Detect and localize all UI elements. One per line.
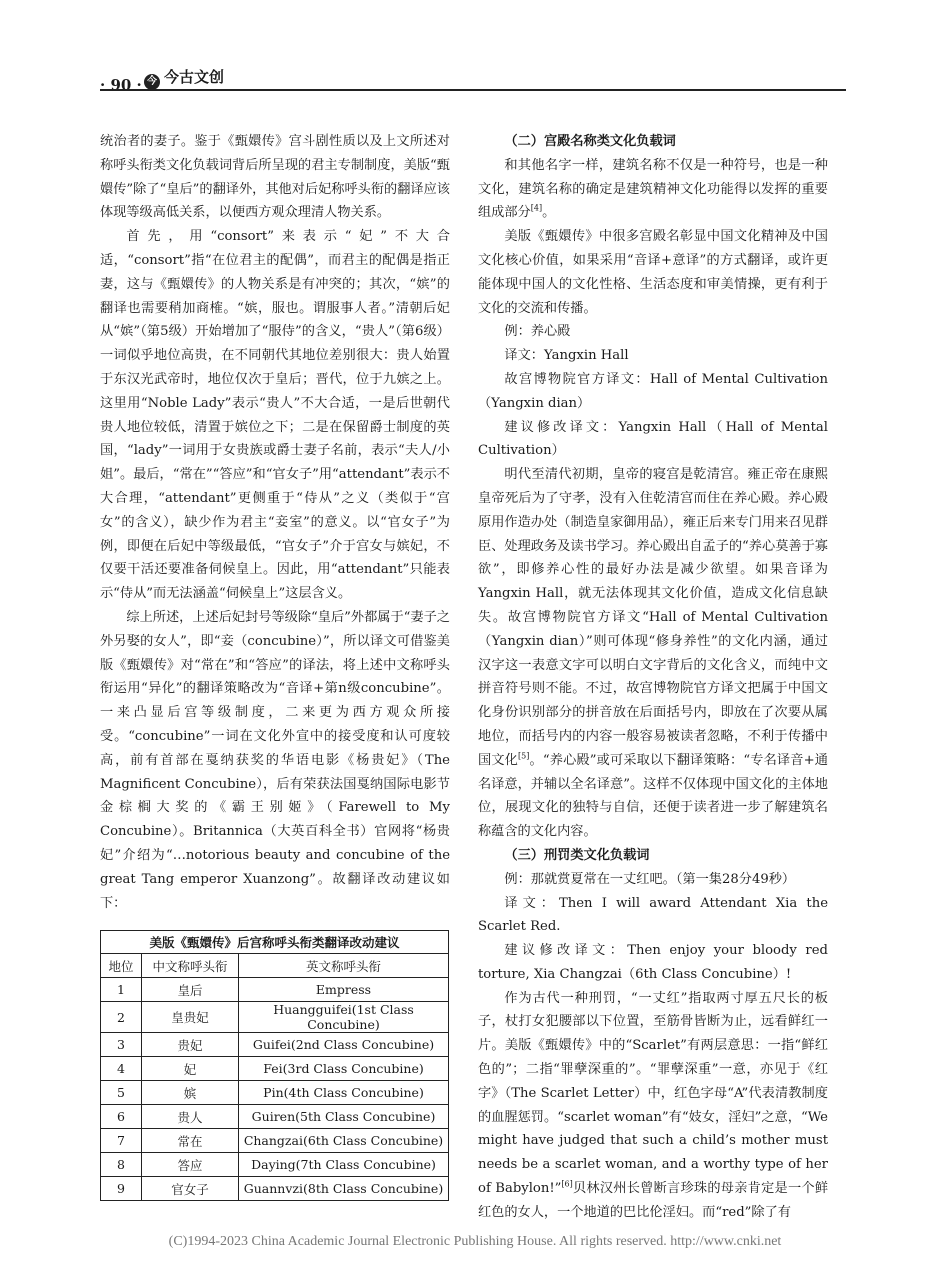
left-column [100,130,450,915]
table-cell: Fei(3rd Class Concubine) [239,1057,449,1081]
translation: 译文：Yangxin Hall [504,348,629,364]
table-cell: 常在 [142,1129,239,1153]
page-header [100,64,846,98]
right-column [478,130,828,1225]
text: 作为古代一种刑罚，“一丈红”指取两寸厚五尺长的板子，杖打女犯腰部以下位置，至筋骨皆断为止，远看鲜红一片。美版《甄嬛传》中的“Scarlet”有两层意思：一指“鲜红色的”；二指“罪孽深重的”。“罪孽深重”一意，亦见于《红字》（The Scarlet Letter）中，红色字母“A”代表清教制度的血腥惩罚。“scarlet woman”有“妓女，淫妇”之意，“We might have judged that such a child’s mother must needs be a scarlet woman, and a worthy type of her of Babylon!” [478,990,828,1197]
journal-name [144,66,224,90]
title-translation-table [100,930,449,1201]
citation: [6] [561,1179,573,1189]
table-cell: 贵妃 [142,1033,239,1057]
example-label: 例：那就赏夏常在一丈红吧。（第一集28分49秒） [504,871,796,887]
table-row [101,1033,449,1057]
table-cell: 官女子 [142,1177,239,1201]
table-cell: 4 [101,1057,142,1081]
table-row [101,1081,449,1105]
copyright-footer: (C)1994-2023 China Academic Journal Electronic Publishing House. All rights reserved. http://www.cnki.net [168,1234,782,1249]
table-cell: 妃 [142,1057,239,1081]
suggested-translation: 建议修改译文：Yangxin Hall（Hall of Mental Cultivation） [478,419,828,459]
table-cell: 贵人 [142,1105,239,1129]
table-cell: Empress [239,978,449,1002]
table-cell: Guiren(5th Class Concubine) [239,1105,449,1129]
table-cell: 嫔 [142,1081,239,1105]
table-cell: 5 [101,1081,142,1105]
table-cell: 6 [101,1105,142,1129]
journal-logo-icon: 今 [144,74,160,90]
section-heading: （三）刑罚类文化负载词 [504,847,650,863]
table-row [101,978,449,1002]
header-rule [100,89,846,91]
example-label: 例：养心殿 [504,324,571,340]
table-cell: 答应 [142,1153,239,1177]
table-cell: 8 [101,1153,142,1177]
translation: 译文：Then I will award Attendant Xia the Scarlet Red. [478,895,828,935]
citation: [4] [530,204,543,213]
table-row [101,1057,449,1081]
journal-title: 今古文创 [164,68,225,86]
table-cell: Guifei(2nd Class Concubine) [239,1033,449,1057]
table-row [101,1129,449,1153]
paragraph [478,154,828,225]
table-cell: 9 [101,1177,142,1201]
table-cell: Guannvzi(8th Class Concubine) [239,1177,449,1201]
paragraph: 统治者的妻子。鉴于《甄嬛传》宫斗剧性质以及上文所述对称呼头衔类文化负载词背后所呈现的君主专制制度，美版“甄嬛传”除了“皇后”的翻译外，其他对后妃称呼头衔的翻译应该体现等级高低关系，以便西方观众理清人物关系。 [100,134,450,221]
table-cell: 3 [101,1033,142,1057]
table-cell: Pin(4th Class Concubine) [239,1081,449,1105]
table-cell: 1 [101,978,142,1002]
table-cell: Daying(7th Class Concubine) [239,1153,449,1177]
table-header: 地位 [101,954,142,978]
table-cell: 2 [101,1002,142,1033]
table-header: 英文称呼头衔 [239,954,449,978]
paragraph: 首先，用“consort”来表示“妃”不大合适，“consort”指“在位君主的配偶”，而君主的配偶是指正妻，这与《甄嬛传》的人物关系是有冲突的；其次，“嫔”的翻译也需要稍加商榷。“嫔，服也。谓服事人者。”清朝后妃从“嫔”（第5级）开始增加了“服侍”的含义，“贵人”（第6级）一词似乎地位高贵，在不同朝代其地位差别很大：贵人始置于东汉光武帝时，地位仅次于皇后；晋代，位于九嫔之上。这里用“Noble Lady”表示“贵人”不大合适，一是后世朝代贵人地位较低，清置于嫔位之下；二是在保留爵士制度的英国，“lady”一词用于女贵族或爵士妻子名前，表示“夫人/小姐”。最后，“常在”“答应”和“官女子”用“attendant”表示不大合理，“attendant”更侧重于“侍从”之义（类似于“宫女”的含义），缺少作为君主“妾室”的意义。以“官女子”为例，即便在后妃中等级最低，“官女子”介于宫女与嫔妃，不仅要干活还要准备伺候皇上。因此，用“attendant”只能表示“侍从”而无法涵盖“伺候皇上”这层含义。 [100,229,450,602]
citation: [5] [518,751,530,761]
section-heading: （二）宫殿名称类文化负载词 [504,134,676,149]
table-row [101,1153,449,1177]
table-row [101,1105,449,1129]
table-caption: 美版《甄嬛传》后宫称呼头衔类翻译改动建议 [101,931,449,954]
table-row [101,1002,449,1033]
text: 。 [542,205,556,221]
table-cell: Changzai(6th Class Concubine) [239,1129,449,1153]
paragraph: 综上所述，上述后妃封号等级除“皇后”外都属于“妻子之外另娶的女人”，即“妾（concubine）”，所以译文可借鉴美版《甄嬛传》对“常在”和“答应”的译法，将上述中文称呼头衔运用“异化”的翻译策略改为“音译+第n级concubine”。一来凸显后宫等级制度，二来更为西方观众所接受。“concubine”一词在文化外宣中的接受度和认可度较高，前有首部在戛纳获奖的华语电影《杨贵妃》（The Magnificent Concubine），后有荣获法国戛纳国际电影节金棕榈大奖的《霸王别姬》（Farewell to My Concubine）。Britannica（大英百科全书）官网将“杨贵妃”介绍为“…notorious beauty and concubine of the great Tang emperor Xuanzong”。故翻译改动建议如下： [100,609,450,911]
table-cell: 皇后 [142,978,239,1002]
official-translation: 故宫博物院官方译文：Hall of Mental Cultivation（Yangxin dian） [478,371,828,411]
table-header: 中文称呼头衔 [142,954,239,978]
table-cell: 7 [101,1129,142,1153]
text: 贝林汉州长曾断言珍珠的母亲肯定是一个鲜红色的女人，一个地道的巴比伦淫妇。而“red”除了有 [478,1181,829,1220]
text: 和其他名字一样，建筑名称不仅是一种符号，也是一种文化，建筑名称的确定是建筑精神文化功能得以发挥的重要组成部分 [478,157,828,221]
text: 明代至清代初期，皇帝的寝宫是乾清宫。雍正帝在康熙皇帝死后为了守孝，没有入住乾清宫而住在养心殿。养心殿原用作造办处（制造皇家御用品），雍正后来专门用来召见群臣、处理政务及读书学习。养心殿出自孟子的“养心莫善于寡欲”，即修养心性的最好办法是减少欲望。如果音译为Yangxin Hall，就无法体现其文化价值，造成文化信息缺失。故宫博物院官方译文“Hall of Mental Cultivation（Yangxin dian）”则可体现“修身养性”的文化内涵，通过汉字这一表意文字可以明白文字背后的文化含义，而纯中文拼音符号则不能。不过，故宫博物院官方译文把属于中国文化身份识别部分的拼音放在后面括号内，即放在了次要从属地位，而括号内的内容一般容易被读者忽略，不利于传播中国文化 [478,467,828,768]
page-number: · 90 · [100,76,142,94]
table-cell: Huangguifei(1st Class Concubine) [239,1002,449,1033]
text: 。“养心殿”或可采取以下翻译策略：“专名译音+通名译意，并辅以全名译意”。这样不仅体现中国文化的主体地位，展现文化的独特与自信，还便于读者进一步了解建筑名称蕴含的文化内容。 [478,752,828,840]
paragraph: 美版《甄嬛传》中很多宫殿名彰显中国文化精神及中国文化核心价值，如果采用“音译+意译”的方式翻译，或许更能体现中国人的文化性格、生活态度和审美情操，更有利于文化的交流和传播。 [478,229,828,316]
table-cell: 皇贵妃 [142,1002,239,1033]
paragraph [478,463,828,844]
table-row [101,1177,449,1201]
table-header-row [101,954,449,978]
paragraph [478,987,828,1225]
suggested-translation: 建议修改译文：Then enjoy your bloody red torture, Xia Changzai（6th Class Concubine）! [478,943,828,982]
